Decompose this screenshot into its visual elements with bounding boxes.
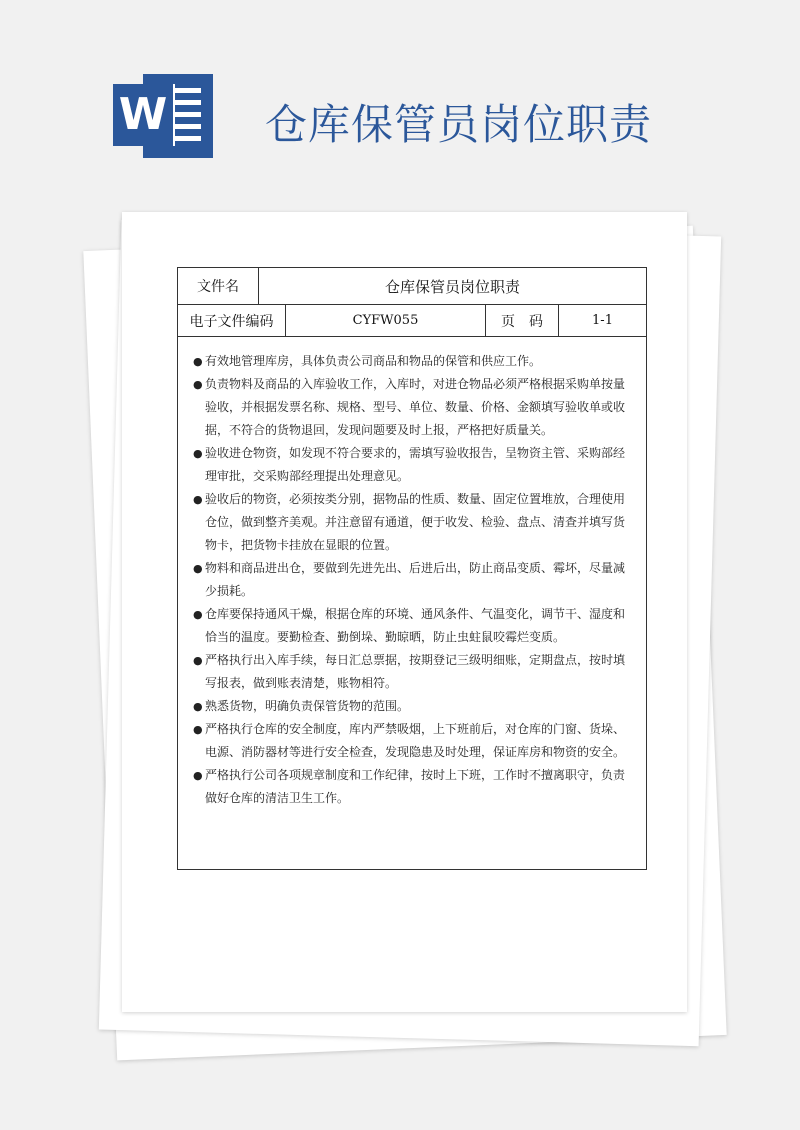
bullet-icon: ● [193,769,203,782]
list-item: ● 验收后的物资，必须按类分别，据物品的性质、数量、固定位置堆放，合理使用仓位，做到整齐美观。并注意留有通道，便于收发、检验、盘点、清查并填写货物卡，把货物卡挂放在显眼的位置。 [193,488,633,557]
duties-list [193,350,633,810]
page-number-label: 页 码 [486,305,559,336]
filename-value: 仓库保管员岗位职责 [384,277,520,296]
list-item: ● 严格执行出入库手续，每日汇总票据，按期登记三级明细账，定期盘点，按时填写报表，做到账表清楚，账物相符。 [193,649,633,695]
job-description-table [177,267,647,870]
list-item: ● 有效地管理库房，具体负责公司商品和物品的保管和供应工作。 [193,350,633,373]
bullet-icon: ● [193,493,203,506]
page-number-value: 1-1 [592,313,613,328]
list-item: ● 熟悉货物，明确负责保管货物的范围。 [193,695,633,718]
file-code-value: CYFW055 [286,305,486,336]
list-item: ● 验收进仓物资，如发现不符合要求的，需填写验收报告，呈物资主管、采购部经理审批，交采购部经理提出处理意见。 [193,442,633,488]
list-item: ● 负责物料及商品的入库验收工作，入库时，对进仓物品必须严格根据采购单按量验收，并根据发票名称、规格、型号、单位、数量、价格、金额填写验收单或收据，不符合的货物退回，发现问题要及时上报，严格把好质量关。 [193,373,633,442]
table-row-filename [178,268,646,305]
list-item: ● 物料和商品进出仓，要做到先进先出、后进后出，防止商品变质、霉坏，尽量减少损耗。 [193,557,633,603]
bullet-icon: ● [193,608,203,621]
list-item: ● 严格执行公司各项规章制度和工作纪律，按时上下班，工作时不擅离职守，负责做好仓库的清洁卫生工作。 [193,764,633,810]
bullet-icon: ● [193,562,203,575]
bullet-icon: ● [193,378,203,391]
page-title: 仓库保管员岗位职责 [265,100,653,149]
bullet-icon: ● [193,723,203,736]
list-item: ● 严格执行仓库的安全制度，库内严禁吸烟，上下班前后，对仓库的门窗、货垛、电源、消防器材等进行安全检查，发现隐患及时处理，保证库房和物资的安全。 [193,718,633,764]
bullet-icon: ● [193,447,203,460]
word-icon-letter: W [113,84,175,146]
word-icon [113,74,213,158]
bullet-icon: ● [193,654,203,667]
filename-label: 文件名 [178,268,259,304]
table-row-code [178,305,646,337]
file-code-label: 电子文件编码 [178,305,286,336]
list-item: ● 仓库要保持通风干燥，根据仓库的环境、通风条件、气温变化，调节干、湿度和恰当的温度。要勤检查、勤倒垛、勤晾晒，防止虫蛀鼠咬霉烂变质。 [193,603,633,649]
bullet-icon: ● [193,355,203,368]
bullet-icon: ● [193,700,203,713]
